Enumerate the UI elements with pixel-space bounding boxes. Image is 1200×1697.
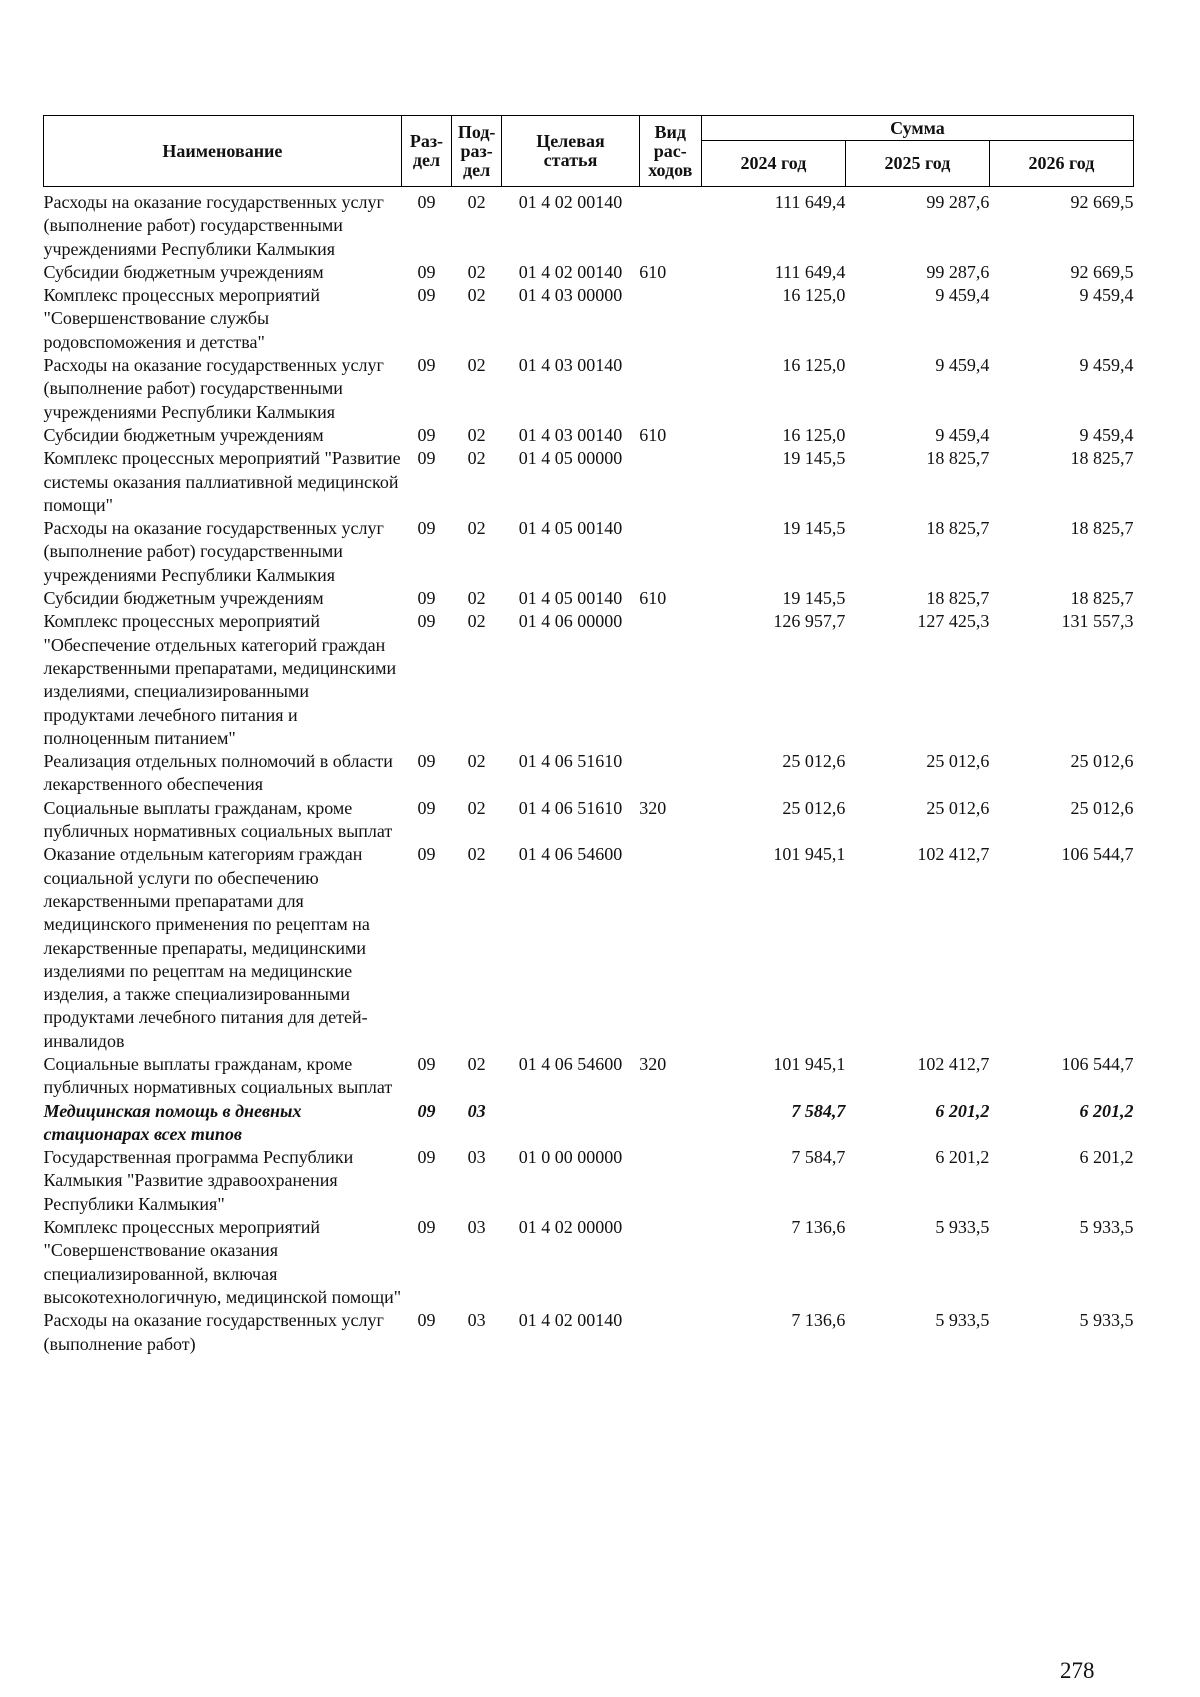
table-body [44, 187, 1134, 1356]
row-section: 09 [417, 355, 436, 376]
row-subsection: 02 [467, 797, 486, 818]
header-subsection: Под- раз- дел [452, 116, 502, 187]
row-sum-2026: 9 459,4 [1079, 424, 1134, 445]
row-target-article: 01 4 02 00140 [518, 261, 623, 282]
row-subsection: 02 [467, 285, 486, 306]
table-row [44, 1100, 1134, 1147]
table-row [44, 447, 1134, 517]
row-section: 09 [417, 424, 436, 445]
row-sum-2024: 19 145,5 [782, 518, 846, 539]
row-subsection: 02 [467, 261, 486, 282]
row-subsection: 02 [467, 355, 486, 376]
table-row [44, 424, 1134, 447]
row-subsection: 02 [467, 751, 486, 772]
row-target-article [502, 1100, 639, 1147]
row-target-article: 01 4 05 00140 [518, 588, 623, 609]
row-sum-2025: 6 201,2 [935, 1147, 990, 1168]
budget-table [43, 115, 1134, 1356]
row-expense-type [639, 447, 701, 517]
row-sum-2025: 18 825,7 [926, 588, 990, 609]
row-section: 09 [417, 261, 436, 282]
row-target-article: 01 4 06 00000 [518, 611, 623, 632]
row-name: Субсидии бюджетным учреждениям [43, 261, 324, 282]
row-expense-type: 610 [639, 261, 667, 282]
row-subsection: 02 [467, 844, 486, 865]
row-expense-type [639, 750, 701, 797]
row-sum-2026: 9 459,4 [1079, 355, 1134, 376]
row-sum-2024: 19 145,5 [782, 448, 846, 469]
row-sum-2025: 99 287,6 [926, 261, 990, 282]
row-subsection: 02 [467, 588, 486, 609]
row-subsection: 02 [467, 448, 486, 469]
row-sum-2024: 101 945,1 [773, 844, 846, 865]
row-sum-2026: 92 669,5 [1070, 261, 1134, 282]
row-name: Реализация отдельных полномочий в области лекарственного обеспечения [43, 751, 393, 795]
header-sum: Сумма [701, 116, 1133, 141]
row-target-article: 01 4 02 00140 [518, 1310, 623, 1331]
row-expense-type: 610 [639, 424, 667, 445]
row-section: 09 [417, 448, 436, 469]
row-sum-2024: 16 125,0 [782, 424, 846, 445]
row-sum-2025: 18 825,7 [926, 518, 990, 539]
row-sum-2024: 126 957,7 [773, 611, 846, 632]
row-name: Социальные выплаты гражданам, кроме публичных нормативных социальных выплат [43, 797, 393, 842]
row-target-article: 01 4 06 54600 [518, 844, 623, 865]
row-sum-2026: 18 825,7 [1070, 518, 1134, 539]
row-sum-2025: 102 412,7 [917, 844, 990, 865]
table-row [44, 587, 1134, 610]
row-sum-2025: 25 012,6 [926, 751, 990, 772]
row-subsection: 02 [467, 518, 486, 539]
header-year-2025: 2025 год [845, 141, 989, 187]
row-sum-2025: 99 287,6 [926, 192, 990, 212]
row-sum-2026: 6 201,2 [1079, 1147, 1134, 1168]
table-row [44, 750, 1134, 797]
row-expense-type [639, 610, 701, 750]
row-name: Расходы на оказание государственных услуг (выполнение работ) государственными учреждениями Республики Калмыкия [43, 355, 384, 422]
row-target-article: 01 4 05 00140 [518, 518, 623, 539]
row-name: Субсидии бюджетным учреждениям [43, 424, 324, 445]
row-target-article: 01 4 06 51610 [518, 797, 623, 818]
row-target-article: 01 4 06 54600 [518, 1053, 623, 1074]
row-expense-type [639, 1309, 701, 1356]
row-expense-type [639, 187, 701, 261]
row-target-article: 01 4 02 00140 [518, 192, 623, 212]
row-sum-2026: 25 012,6 [1070, 751, 1134, 772]
table-row [44, 261, 1134, 284]
row-sum-2025: 5 933,5 [935, 1310, 990, 1331]
header-section: Раз- дел [401, 116, 451, 187]
row-sum-2025: 5 933,5 [935, 1217, 990, 1238]
row-subsection: 03 [467, 1147, 486, 1168]
row-sum-2026: 106 544,7 [1061, 1053, 1134, 1074]
table-row [44, 1053, 1134, 1100]
row-section: 09 [417, 844, 436, 865]
row-section: 09 [417, 588, 436, 609]
row-sum-2025: 102 412,7 [917, 1053, 990, 1074]
row-sum-2026: 18 825,7 [1070, 448, 1134, 469]
row-subsection: 02 [467, 424, 486, 445]
row-name: Расходы на оказание государственных услуг (выполнение работ) [43, 1310, 384, 1354]
row-section: 09 [417, 518, 436, 539]
row-name: Социальные выплаты гражданам, кроме публичных нормативных социальных выплат [43, 1053, 393, 1098]
row-sum-2024: 25 012,6 [782, 797, 846, 818]
row-sum-2024: 111 649,4 [774, 192, 846, 212]
row-expense-type: 610 [639, 588, 667, 609]
row-section: 09 [417, 751, 436, 772]
row-sum-2026: 18 825,7 [1070, 588, 1134, 609]
header-year-2026: 2026 год [989, 141, 1133, 187]
row-expense-type: 320 [639, 1053, 667, 1074]
row-sum-2026: 6 201,2 [1079, 1100, 1134, 1121]
row-sum-2024: 101 945,1 [773, 1053, 846, 1074]
table-row [44, 1146, 1134, 1216]
row-sum-2025: 127 425,3 [917, 611, 990, 632]
row-name: Расходы на оказание государственных услуг (выполнение работ) государственными учреждениями Республики Калмыкия [43, 518, 384, 585]
row-sum-2025: 6 201,2 [935, 1100, 990, 1121]
row-sum-2024: 7 584,7 [791, 1100, 846, 1121]
row-expense-type [639, 1100, 701, 1147]
row-subsection: 02 [467, 611, 486, 632]
row-sum-2025: 9 459,4 [935, 424, 990, 445]
row-sum-2026: 106 544,7 [1061, 844, 1134, 865]
row-target-article: 01 0 00 00000 [518, 1147, 623, 1168]
row-name: Комплекс процессных мероприятий "Обеспечение отдельных категорий граждан лекарственными препаратами, медицинскими изделиями, специализированными продуктами лечебного питания и полноценным питанием" [43, 611, 397, 748]
row-section: 09 [417, 1147, 436, 1168]
table-row [44, 1309, 1134, 1356]
row-target-article: 01 4 06 51610 [518, 751, 623, 772]
row-sum-2026: 5 933,5 [1079, 1217, 1134, 1238]
row-expense-type [639, 843, 701, 1053]
row-sum-2024: 16 125,0 [782, 355, 846, 376]
row-sum-2026: 25 012,6 [1070, 797, 1134, 818]
row-expense-type [639, 517, 701, 587]
row-section: 09 [417, 611, 436, 632]
row-section: 09 [417, 285, 436, 306]
header-expense-type: Вид рас- ходов [639, 116, 701, 187]
table-row [44, 187, 1134, 261]
table-row [44, 284, 1134, 354]
row-section: 09 [417, 1217, 436, 1238]
row-section: 09 [417, 1053, 436, 1074]
table-row [44, 843, 1134, 1053]
row-sum-2026: 9 459,4 [1079, 285, 1134, 306]
row-expense-type [639, 1146, 701, 1216]
row-subsection: 03 [467, 1100, 486, 1121]
row-subsection: 02 [467, 192, 486, 212]
row-section: 09 [417, 797, 436, 818]
row-expense-type: 320 [639, 797, 667, 818]
row-target-article: 01 4 03 00000 [518, 285, 623, 306]
table-row [44, 1216, 1134, 1309]
row-name: Оказание отдельным категориям граждан социальной услуги по обеспечению лекарственными препаратами для медицинского применения по рецептам на лекарственные препараты, медицинскими изделиями по рецептам на медицинские изделия, а также специализированными продуктами лечебного питания для детей-инвалидов [43, 844, 370, 1051]
row-subsection: 03 [467, 1310, 486, 1331]
header-name: Наименование [44, 116, 402, 187]
row-target-article: 01 4 05 00000 [518, 448, 623, 469]
row-sum-2024: 25 012,6 [782, 751, 846, 772]
table-header [44, 116, 1134, 187]
row-name: Медицинская помощь в дневных стационарах всех типов [43, 1100, 302, 1144]
page-number: 278 [1060, 1658, 1095, 1683]
row-section: 09 [417, 192, 436, 212]
row-sum-2025: 18 825,7 [926, 448, 990, 469]
row-target-article: 01 4 03 00140 [518, 424, 623, 445]
row-name: Расходы на оказание государственных услуг (выполнение работ) государственными учреждениями Республики Калмыкия [43, 192, 384, 259]
row-name: Государственная программа Республики Калмыкия "Развитие здравоохранения Республики Калмыкия" [43, 1147, 354, 1214]
row-expense-type [639, 1216, 701, 1309]
row-name: Комплекс процессных мероприятий "Совершенствование оказания специализированной, включая высокотехнологичную, медицинской помощи" [43, 1217, 402, 1307]
row-sum-2024: 7 136,6 [791, 1310, 846, 1331]
row-sum-2025: 25 012,6 [926, 797, 990, 818]
row-sum-2026: 131 557,3 [1061, 611, 1134, 632]
header-year-2024: 2024 год [701, 141, 845, 187]
table-row [44, 797, 1134, 844]
row-sum-2024: 19 145,5 [782, 588, 846, 609]
table-row [44, 610, 1134, 750]
row-name: Субсидии бюджетным учреждениям [43, 588, 324, 609]
row-target-article: 01 4 02 00000 [518, 1217, 623, 1238]
row-expense-type [639, 354, 701, 424]
row-sum-2024: 16 125,0 [782, 285, 846, 306]
row-section: 09 [417, 1100, 436, 1121]
row-sum-2024: 111 649,4 [774, 261, 846, 282]
row-subsection: 02 [467, 1053, 486, 1074]
row-sum-2024: 7 584,7 [791, 1147, 846, 1168]
row-sum-2026: 5 933,5 [1079, 1310, 1134, 1331]
row-subsection: 03 [467, 1217, 486, 1238]
table-row [44, 517, 1134, 587]
row-name: Комплекс процессных мероприятий "Развитие системы оказания паллиативной медицинской помощи" [43, 448, 401, 515]
row-sum-2024: 7 136,6 [791, 1217, 846, 1238]
row-target-article: 01 4 03 00140 [518, 355, 623, 376]
row-name: Комплекс процессных мероприятий "Совершенствование службы родовспоможения и детства" [43, 285, 321, 352]
header-target-article: Целевая статья [502, 116, 639, 187]
row-sum-2025: 9 459,4 [935, 285, 990, 306]
row-expense-type [639, 284, 701, 354]
row-section: 09 [417, 1310, 436, 1331]
row-sum-2026: 92 669,5 [1070, 192, 1134, 212]
row-sum-2025: 9 459,4 [935, 355, 990, 376]
table-row [44, 354, 1134, 424]
